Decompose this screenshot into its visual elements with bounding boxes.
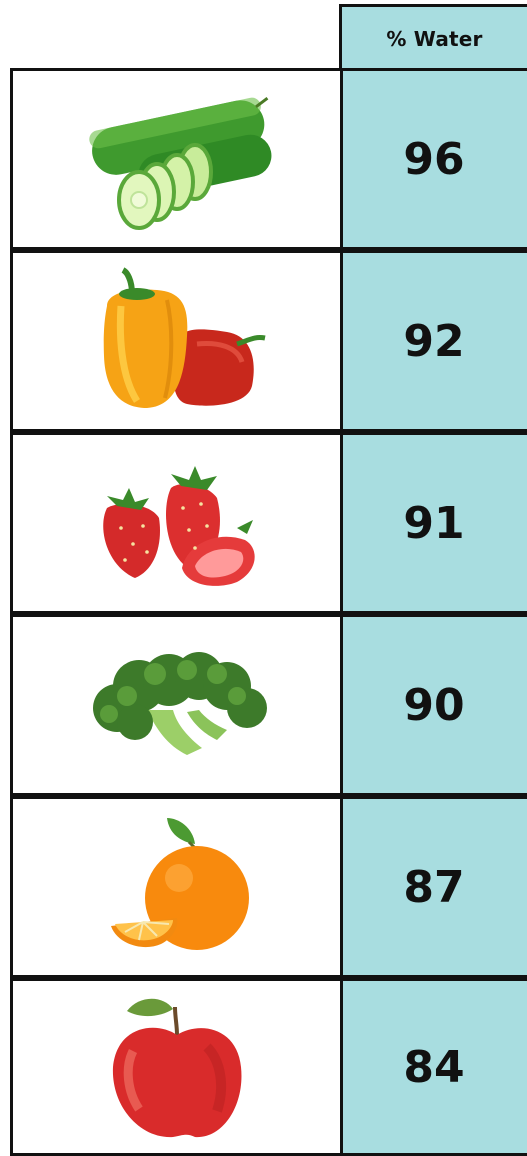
water-value-cell: [340, 614, 527, 796]
item-image-cell: [10, 68, 340, 250]
water-value-cell: [340, 978, 527, 1156]
column-header-label: % Water: [386, 26, 483, 51]
table-row: [10, 68, 527, 250]
table-row: [10, 796, 527, 978]
item-image-cell: [10, 614, 340, 796]
item-image-cell: [10, 796, 340, 978]
table-row: [10, 432, 527, 614]
table-row: [10, 614, 527, 796]
water-value-cell: [340, 432, 527, 614]
water-value-cell: [340, 68, 527, 250]
water-value-cell: [340, 796, 527, 978]
table-row: [10, 978, 527, 1156]
water-value-cell: [340, 250, 527, 432]
water-value: 92: [403, 315, 465, 367]
item-image-cell: [10, 432, 340, 614]
water-value: 96: [403, 133, 465, 185]
item-image-cell: [10, 250, 340, 432]
apple-icon: [77, 987, 277, 1147]
water-value: 90: [403, 679, 465, 731]
cucumber-icon: [77, 84, 277, 234]
water-value: 91: [403, 497, 465, 549]
bell-pepper-icon: [77, 266, 277, 416]
orange-icon: [77, 812, 277, 962]
broccoli-icon: [77, 630, 277, 780]
water-value: 87: [403, 861, 465, 913]
water-value: 84: [403, 1041, 465, 1093]
strawberry-icon: [77, 448, 277, 598]
item-image-cell: [10, 978, 340, 1156]
column-header: [339, 4, 527, 70]
table-row: [10, 250, 527, 432]
